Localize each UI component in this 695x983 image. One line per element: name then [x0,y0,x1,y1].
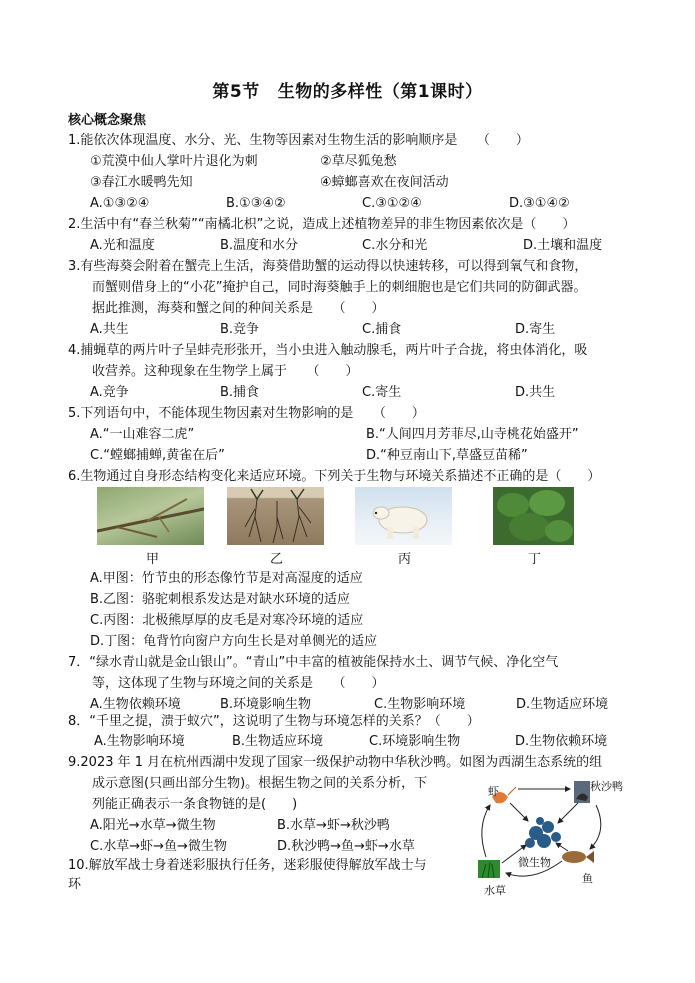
water-grass-icon [478,860,500,878]
q5-option-a[interactable]: A.“一山难容二虎” [90,427,195,442]
q3-option-a[interactable]: A.共生 [90,322,129,337]
polar-bear-image [355,487,452,545]
fish-icon [562,851,594,863]
q5-stem: 5.下列语句中，不能体现生物因素对生物影响的是 （ ） [68,406,425,421]
q7-option-b[interactable]: B.环境影响生物 [220,697,312,712]
section-name: 生物的多样性（第1课时） [277,82,483,102]
q7-stem-line-2: 等，这体现了生物与环境之间的关系是 （ ） [92,676,385,691]
q1-option-d[interactable]: D.③①④② [509,196,570,211]
q2-option-c[interactable]: C.水分和光 [362,238,428,253]
q4-option-d[interactable]: D.共生 [515,385,556,400]
label-fish: 鱼 [582,872,593,885]
label-duck: 秋沙鸭 [590,780,623,793]
stick-insect-image [97,487,204,545]
q9-option-a[interactable]: A.阳光→水草→微生物 [90,818,216,833]
caption-jia: 甲 [146,552,160,567]
q6-option-d[interactable]: D.丁图：龟背竹向窗户方向生长是对单侧光的适应 [90,634,378,649]
q1-option-c[interactable]: C.③①②④ [362,196,422,211]
q7-stem-line-1: 7．“绿水青山就是金山银山”。“青山”中丰富的植被能保持水土、调节气候、净化空气 [68,655,559,670]
q7-option-a[interactable]: A.生物依赖环境 [90,697,181,712]
label-water-grass: 水草 [484,884,506,897]
polar-bear-photo [355,487,452,545]
q3-option-b[interactable]: B.竞争 [220,322,260,337]
stick-insect-photo [97,487,204,545]
q2-stem: 2.生活中有“春兰秋菊”“南橘北枳”之说，造成上述植物差异的非生物因素依次是（ ） [68,217,576,232]
q8-option-c[interactable]: C.环境影响生物 [369,734,461,749]
caption-yi: 乙 [270,552,284,567]
q1-item-1: ①荒漠中仙人掌叶片退化为刺 [90,154,258,169]
q9-stem-line-1: 9.2023 年 1 月在杭州西湖中发现了国家一级保护动物中华秋沙鸭。如图为西湖生态系统的组 [68,755,603,770]
q5-option-d[interactable]: D.“种豆南山下,草盛豆苗稀” [366,448,528,463]
q8-stem: 8．“千里之提，溃于蚁穴”，这说明了生物与环境怎样的关系？（ ） [68,714,480,729]
q1-option-a[interactable]: A.①③②④ [90,196,150,211]
q9-stem-line-3: 列能正确表示一条食物链的是( ) [92,797,298,812]
caption-bing: 丙 [398,552,412,567]
q3-option-d[interactable]: D.寄生 [515,322,556,337]
q1-item-4: ④蟑螂喜欢在夜间活动 [320,175,449,190]
q3-stem-line-1: 3.有些海葵会附着在蟹壳上生活，海葵借助蟹的运动得以快速转移，可以得到氧气和食物， [68,259,588,274]
page-title [0,77,695,102]
q4-option-a[interactable]: A.竞争 [90,385,129,400]
q1-item-3: ③春江水暖鸭先知 [90,175,193,190]
q1-option-b[interactable]: B.①③④② [226,196,286,211]
q4-option-b[interactable]: B.捕食 [220,385,260,400]
monstera-image [493,487,574,545]
q3-stem-line-3: 据此推测，海葵和蟹之间的种间关系是 （ ） [92,301,385,316]
q9-option-c[interactable]: C.水草→虾→鱼→微生物 [90,839,227,854]
q7-option-c[interactable]: C.生物影响环境 [374,697,466,712]
q5-option-b[interactable]: B.“人间四月芳菲尽,山寺桃花始盛开” [366,427,579,442]
q8-option-b[interactable]: B.生物适应环境 [232,734,324,749]
q6-stem: 6.生物通过自身形态结构变化来适应环境。下列关于生物与环境关系描述不正确的是（ ） [68,469,601,484]
q10-stem-line-2: 环 [68,877,82,892]
q9-stem-line-2: 成示意图(只画出部分生物)。根据生物之间的关系分析，下 [92,776,428,791]
q10-stem-line-1: 10.解放军战士身着迷彩服执行任务，迷彩服使得解放军战士与 [68,858,427,873]
caption-ding: 丁 [528,552,542,567]
q9-option-b[interactable]: B.水草→虾→秋沙鸭 [277,818,390,833]
q3-stem-line-2: 而蟹则借身上的“小花”掩护自己，同时海葵触手上的刺细胞也是它们共同的防御武器。 [92,280,587,295]
q4-stem-line-2: 收营养。这种现象在生物学上属于 （ ） [92,364,359,379]
duck-icon [574,781,590,803]
q6-option-c[interactable]: C.丙图：北极熊厚厚的皮毛是对寒冷环境的适应 [90,613,364,628]
q6-option-a[interactable]: A.甲图：竹节虫的形态像竹节是对高湿度的适应 [90,571,363,586]
q4-stem-line-1: 4.捕蝇草的两片叶子呈蚌壳形张开，当小虫进入触动腺毛，两片叶子合拢，将虫体消化，吸 [68,343,588,358]
q9-option-d[interactable]: D.秋沙鸭→鱼→虾→水草 [277,839,415,854]
camel-thorn-photo [227,487,324,545]
q1-stem: 1.能依次体现温度、水分、光、生物等因素对生物生活的影响顺序是 （ ） [68,133,529,148]
label-microbe: 微生物 [518,856,551,869]
q4-option-c[interactable]: C.寄生 [362,385,402,400]
label-shrimp: 虾 [488,785,499,798]
q5-option-c[interactable]: C.“螳螂捕蝉,黄雀在后” [90,448,225,463]
core-concept-heading: 核心概念聚焦 [68,113,147,128]
q1-item-2: ②草尽狐兔愁 [320,154,397,169]
q8-option-d[interactable]: D.生物依赖环境 [515,734,608,749]
q2-option-b[interactable]: B.温度和水分 [220,238,299,253]
camel-thorn-roots-image [227,487,324,545]
monstera-photo [493,487,574,545]
q7-option-d[interactable]: D.生物适应环境 [516,697,609,712]
q2-option-a[interactable]: A.光和温度 [90,238,155,253]
q8-option-a[interactable]: A.生物影响环境 [94,734,185,749]
q6-option-b[interactable]: B.乙图：骆驼刺根系发达是对缺水环境的适应 [90,592,351,607]
q3-option-c[interactable]: C.捕食 [362,322,402,337]
microbe-icon [525,817,561,848]
q2-option-d[interactable]: D.土壤和温度 [523,238,603,253]
section-number: 第5节 [212,82,260,102]
